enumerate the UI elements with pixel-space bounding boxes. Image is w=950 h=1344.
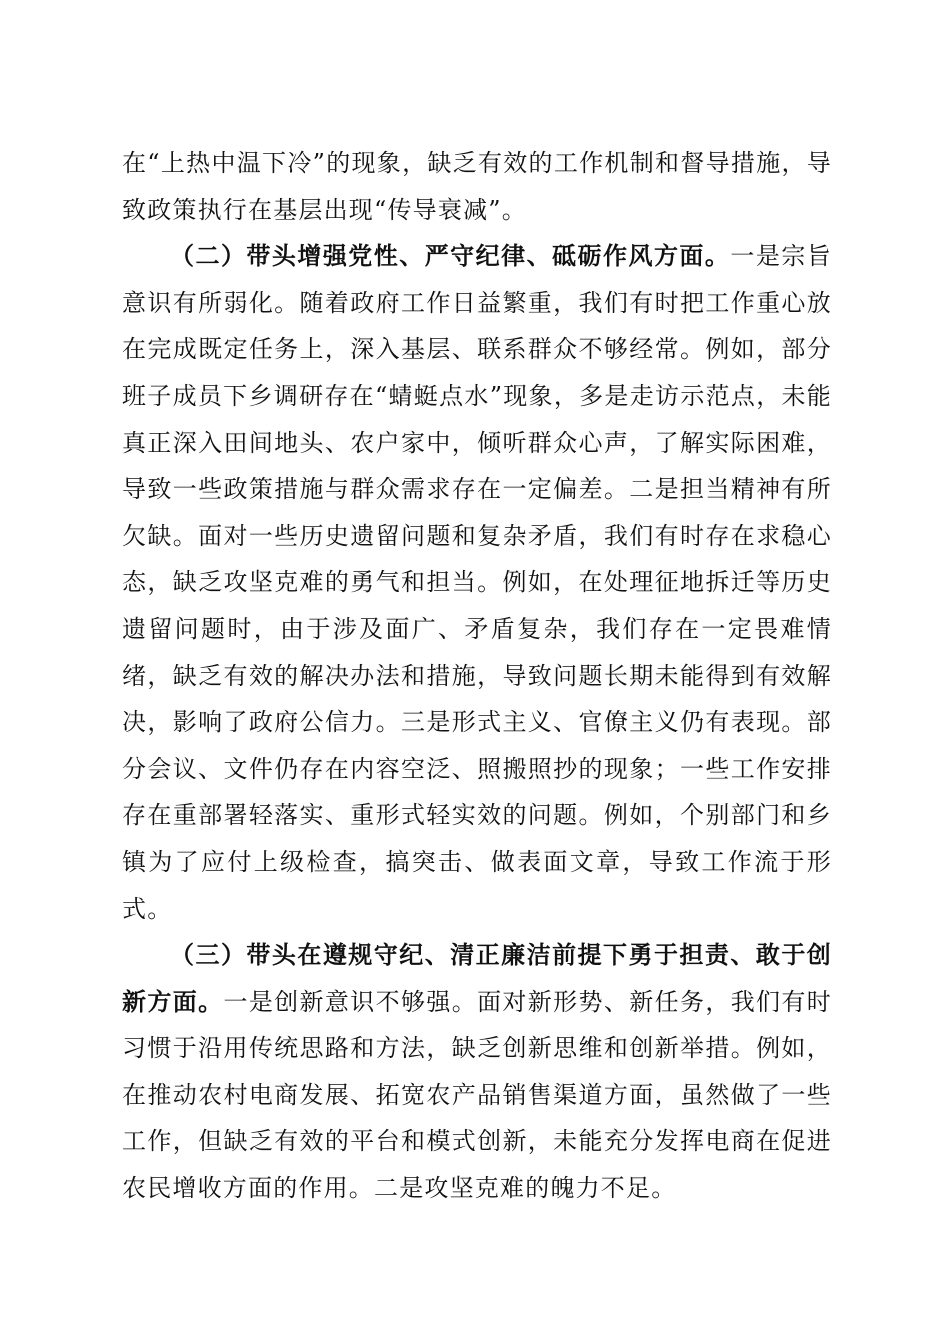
- paragraph-continuation: [122, 140, 832, 233]
- section-heading: （二）带头增强党性、严守纪律、砥砺作风方面。: [170, 241, 731, 271]
- document-body: [122, 140, 832, 1212]
- paragraph-text: 一是宗旨意识有所弱化。随着政府工作日益繁重，我们有时把工作重心放在完成既定任务上，深入基层、联系群众不够经常。例如，部分班子成员下乡调研存在“蜻蜓点水”现象，多是走访示范点，未能真正深入田间地头、农户家中，倾听群众心声，了解实际困难，导致一些政策措施与群众需求存在一定偏差。二是担当精神有所欠缺。面对一些历史遗留问题和复杂矛盾，我们有时存在求稳心态，缺乏攻坚克难的勇气和担当。例如，在处理征地拆迁等历史遗留问题时，由于涉及面广、矛盾复杂，我们存在一定畏难情绪，缺乏有效的解决办法和措施，导致问题长期未能得到有效解决，影响了政府公信力。三是形式主义、官僚主义仍有表现。部分会议、文件仍存在内容空泛、照搬照抄的现象；一些工作安排存在重部署轻落实、重形式轻实效的问题。例如，个别部门和乡镇为了应付上级检查，搞突击、做表面文章，导致工作流于形式。: [122, 242, 832, 923]
- paragraph-text: 一是创新意识不够强。面对新形势、新任务，我们有时习惯于沿用传统思路和方法，缺乏创新思维和创新举措。例如，在推动农村电商发展、拓宽农产品销售渠道方面，虽然做了一些工作，但缺乏有效的平台和模式创新，未能充分发挥电商在促进农民增收方面的作用。二是攻坚克难的魄力不足。: [122, 987, 832, 1203]
- paragraph-section-3: [122, 932, 832, 1212]
- paragraph-section-2: [122, 233, 832, 932]
- section-heading: （三）带头在遵规守纪、清正廉洁前提下勇于担责、敢于创新方面。: [122, 940, 832, 1016]
- paragraph-text: 在“上热中温下冷”的现象，缺乏有效的工作机制和督导措施，导致政策执行在基层出现“传导衰减”。: [122, 149, 832, 224]
